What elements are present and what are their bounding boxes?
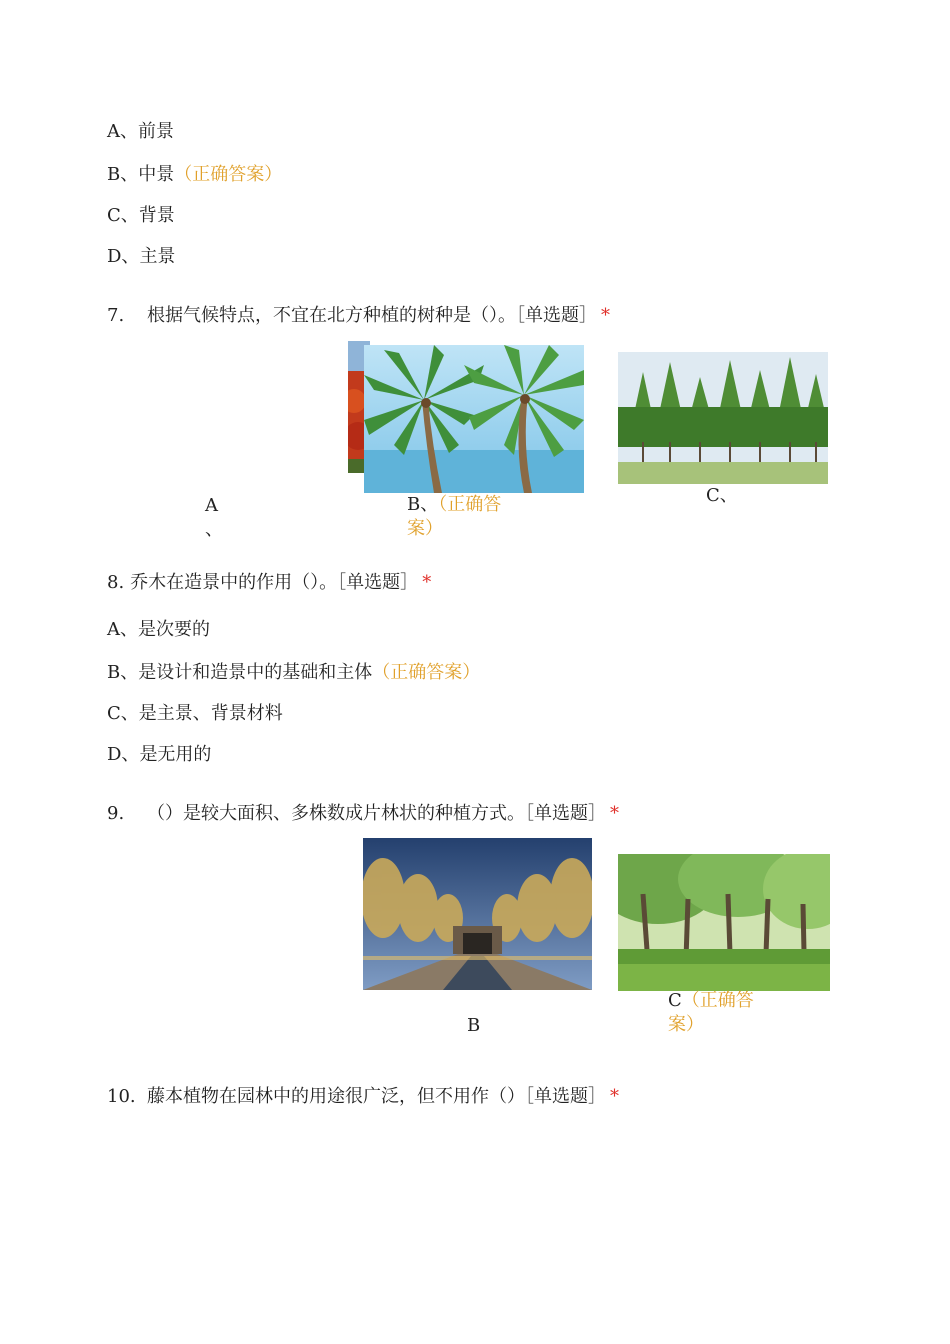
option-text: 是主景、背景材料 — [138, 703, 283, 724]
correct-answer-mark: （正确答案） — [372, 662, 481, 683]
q7-caption-a-separator — [205, 518, 223, 542]
option-text: 背景 — [138, 205, 175, 226]
q9-caption-c — [668, 989, 754, 1013]
q7-caption-a — [205, 494, 218, 518]
option-letter: B、 — [107, 164, 139, 185]
question-text: 藤本植物在园林中的用途很广泛，但不用作（）［单选题］ — [147, 1086, 606, 1107]
option-letter: B、 — [107, 662, 139, 683]
q8-title — [107, 571, 431, 595]
lit-tree-avenue-photo-icon — [363, 838, 592, 990]
q9-caption-b — [467, 1014, 480, 1038]
required-mark: * — [422, 572, 432, 593]
caption-letter: C — [668, 990, 682, 1011]
caption-letter: C、 — [706, 485, 738, 506]
woodland-grove-photo-icon — [618, 854, 830, 991]
correct-answer-mark-cont: 案） — [668, 1014, 704, 1035]
option-letter: C、 — [107, 703, 139, 724]
required-mark: * — [610, 803, 619, 824]
q6-option-a — [107, 120, 174, 144]
question-number: 8. — [107, 572, 125, 593]
caption-separator: 、 — [205, 519, 223, 540]
coconut-palm-photo-icon — [364, 345, 584, 493]
question-text: 根据气候特点，不宜在北方种植的树种是（）。［单选题］ — [147, 305, 597, 326]
question-number: 10. — [107, 1086, 136, 1107]
q7-caption-b — [407, 493, 501, 517]
q8-option-c — [107, 702, 283, 726]
q9-image-c — [618, 854, 830, 991]
q6-option-d — [107, 245, 175, 269]
q9-image-b — [363, 838, 592, 990]
question-text: （）是较大面积、多株数成片林状的种植方式。［单选题］ — [147, 803, 606, 824]
question-number: 9. — [107, 803, 125, 824]
option-letter: A、 — [107, 121, 138, 142]
q6-option-c — [107, 204, 175, 228]
q8-option-a — [107, 618, 210, 642]
q7-caption-b-cont — [407, 517, 443, 541]
question-text: 乔木在造景中的作用（）。［单选题］ — [130, 572, 419, 593]
option-letter: A、 — [107, 619, 138, 640]
q10-title — [107, 1085, 619, 1109]
metasequoia-grove-photo-icon — [618, 352, 828, 484]
correct-answer-mark-cont: 案） — [407, 518, 443, 539]
q7-image-b — [364, 345, 584, 493]
q7-caption-c — [706, 484, 738, 508]
q9-caption-c-cont — [668, 1013, 704, 1037]
option-text: 是无用的 — [139, 744, 212, 765]
q9-title — [107, 802, 619, 826]
required-mark: * — [610, 1086, 619, 1107]
correct-answer-mark: （正确答 — [681, 990, 754, 1011]
option-letter: D、 — [107, 744, 140, 765]
caption-letter: B、 — [407, 494, 439, 515]
option-text: 中景 — [138, 164, 175, 185]
q7-image-c — [618, 352, 828, 484]
option-text: 是次要的 — [138, 619, 210, 640]
q8-option-d — [107, 743, 211, 767]
question-number: 7. — [107, 305, 125, 326]
q6-option-b — [107, 163, 282, 187]
option-text: 主景 — [139, 246, 176, 267]
correct-answer-mark: （正确答案） — [174, 164, 283, 185]
option-letter: C、 — [107, 205, 139, 226]
q8-option-b — [107, 661, 480, 685]
option-text: 是设计和造景中的基础和主体 — [138, 662, 373, 683]
correct-answer-mark: （正确答 — [438, 494, 502, 515]
option-text: 前景 — [138, 121, 174, 142]
option-letter: D、 — [107, 246, 140, 267]
caption-letter: A — [205, 495, 218, 516]
required-mark: * — [601, 305, 610, 326]
q7-title — [107, 304, 610, 328]
caption-letter: B — [467, 1015, 481, 1036]
